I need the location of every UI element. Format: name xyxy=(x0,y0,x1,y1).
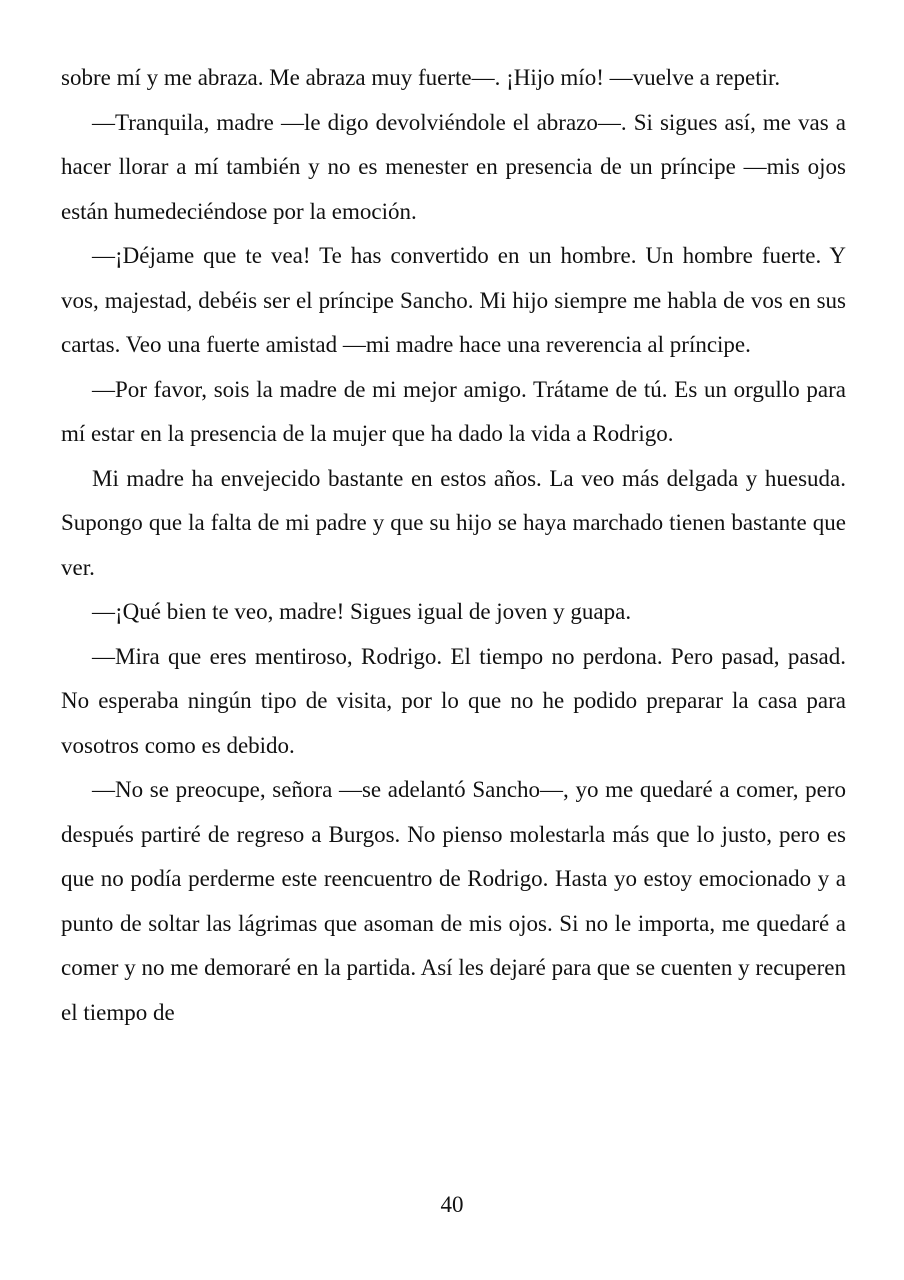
paragraph-narration: Mi madre ha envejecido bastante en estos años. La veo más delgada y huesuda. Supongo que la falta de mi padre y que su hijo se haya marchado tienen bastante que ver. xyxy=(61,465,846,580)
page-body xyxy=(61,56,846,1035)
paragraph-dialogue: —Tranquila, madre —le digo devolviéndole el abrazo—. Si sigues así, me vas a hacer llorar a mí también y no es menester en presencia de un príncipe —mis ojos están humedeciéndose por la emoción. xyxy=(61,109,846,224)
paragraph-continuation: sobre mí y me abraza. Me abraza muy fuerte—. ¡Hijo mío! —vuelve a repetir. xyxy=(61,65,781,90)
paragraph-dialogue: —No se preocupe, señora —se adelantó Sancho—, yo me quedaré a comer, pero después partiré de regreso a Burgos. No pienso molestarla más que lo justo, pero es que no podía perderme este reencuentro de Rodrigo. Hasta yo estoy emocionado y a punto de soltar las lágrimas que asoman de mis ojos. Si no le importa, me quedaré a comer y no me demoraré en la partida. Así les dejaré para que se cuenten y recuperen el tiempo de xyxy=(61,777,846,1025)
paragraph-dialogue: —Mira que eres mentiroso, Rodrigo. El tiempo no perdona. Pero pasad, pasad. No esperaba ningún tipo de visita, por lo que no he podido preparar la casa para vosotros como es debido. xyxy=(61,643,846,758)
page-number: 40 xyxy=(440,1192,464,1217)
paragraph-dialogue: —¡Qué bien te veo, madre! Sigues igual de joven y guapa. xyxy=(92,599,632,624)
paragraph-dialogue: —Por favor, sois la madre de mi mejor amigo. Trátame de tú. Es un orgullo para mí estar en la presencia de la mujer que ha dado la vida a Rodrigo. xyxy=(61,376,846,446)
paragraph-dialogue: —¡Déjame que te vea! Te has convertido en un hombre. Un hombre fuerte. Y vos, majestad, debéis ser el príncipe Sancho. Mi hijo siempre me habla de vos en sus cartas. Veo una fuerte amistad —mi madre hace una reverencia al príncipe. xyxy=(61,243,846,357)
